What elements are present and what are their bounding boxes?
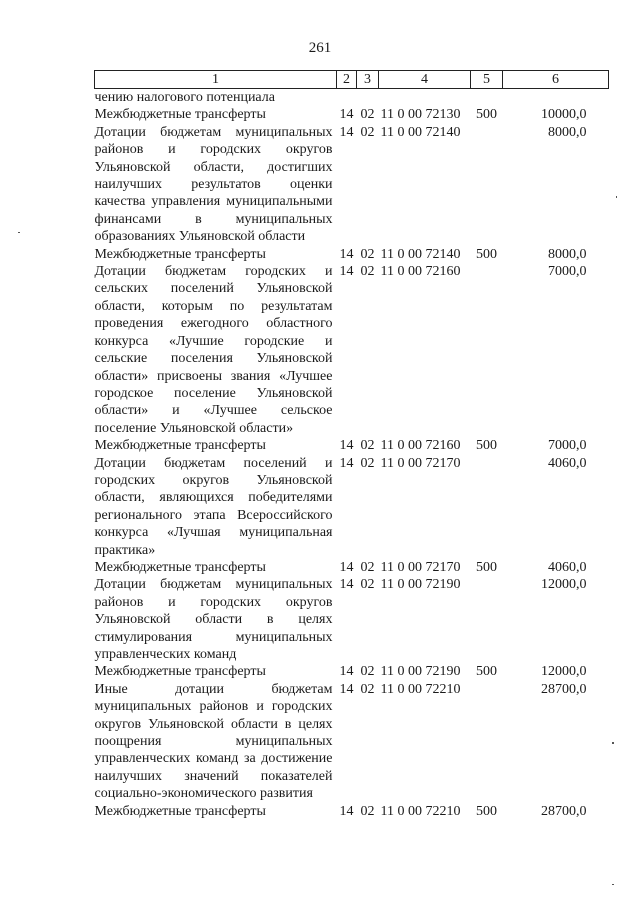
row-target-code [379,89,471,107]
row-expense-type: 500 [476,107,497,123]
row-subsection: 02 [360,438,375,454]
row-section: 14 [339,664,354,680]
row-amount: 8000,0 [548,124,587,140]
table-row [95,437,609,454]
page-number: 261 [308,40,332,56]
row-subsection: 02 [360,664,375,680]
row-subsection: 02 [360,803,375,819]
row-amount: 7000,0 [548,438,587,454]
row-amount [503,89,609,107]
table-row [95,455,609,559]
row-subsection: 02 [360,455,375,471]
row-section: 14 [339,559,354,575]
row-target-code: 11 0 00 72140 [380,124,461,140]
row-name: Дотации бюджетам городских и сельских поселений Ульяновской области, которым по результатам проведения ежегодного областного конкурса «Лучшие городские и сельские поселения Ульяновской области» присвоены звания «Лучшее городское поселение Ульяновской области» и «Лучшее сельское поселение Ульяновской области» [94,264,333,436]
row-subsection: 02 [360,246,375,262]
row-section: 14 [339,107,354,123]
table-row [95,559,609,576]
row-expense-type [471,576,503,663]
table-row [95,89,609,107]
row-section: 14 [339,681,354,697]
row-section: 14 [339,246,354,262]
header-col-5: 5 [471,71,503,89]
row-subsection: 02 [360,124,375,140]
budget-table [94,70,609,820]
row-subsection [357,89,379,107]
table-row [95,663,609,680]
table-row [95,124,609,246]
header-col-6: 6 [503,71,609,89]
row-subsection: 02 [360,264,375,280]
row-amount: 10000,0 [541,107,587,123]
row-section: 14 [339,264,354,280]
scan-speck [18,232,20,233]
row-name: чению налогового потенциала [94,90,275,105]
row-name: Дотации бюджетам муниципальных районов и городских округов Ульяновской области, достигших наилучших результатов оценки качества управления муниципальными финансами в муниципальных образованиях Ульяновской области [94,124,333,245]
scan-speck [612,884,614,885]
row-section [337,89,357,107]
row-target-code: 11 0 00 72130 [380,107,461,123]
row-subsection: 02 [360,577,375,593]
row-expense-type: 500 [476,803,497,819]
row-expense-type [471,681,503,803]
row-amount: 12000,0 [541,664,587,680]
header-col-2: 2 [337,71,357,89]
row-target-code: 11 0 00 72190 [380,577,461,593]
row-expense-type [471,124,503,246]
row-amount: 8000,0 [548,246,587,262]
row-expense-type [471,263,503,437]
row-amount: 12000,0 [541,577,587,593]
row-target-code: 11 0 00 72160 [380,438,461,454]
row-target-code: 11 0 00 72140 [380,246,461,262]
header-col-1: 1 [95,71,337,89]
row-name: Дотации бюджетам муниципальных районов и городских округов Ульяновской области в целях стимулирования муниципальных управленческих команд [94,577,333,662]
row-amount: 4060,0 [548,559,587,575]
row-target-code: 11 0 00 72210 [380,803,461,819]
row-expense-type [471,89,503,107]
table-row [95,106,609,123]
row-target-code: 11 0 00 72170 [380,455,461,471]
table-row [95,263,609,437]
scan-speck [612,742,614,744]
row-amount: 28700,0 [541,681,587,697]
row-subsection: 02 [360,107,375,123]
row-name: Межбюджетные трансферты [94,107,266,123]
row-amount: 7000,0 [548,264,587,280]
table-row [95,246,609,263]
row-target-code: 11 0 00 72210 [380,681,461,697]
row-expense-type: 500 [476,559,497,575]
row-section: 14 [339,455,354,471]
row-name: Межбюджетные трансферты [94,803,266,819]
row-expense-type: 500 [476,246,497,262]
row-target-code: 11 0 00 72190 [380,664,461,680]
row-section: 14 [339,577,354,593]
row-name: Дотации бюджетам поселений и городских округов Ульяновской области, являющихся победителями регионального этапа Всероссийского конкурса «Лучшая муниципальная практика» [94,455,333,558]
row-name: Межбюджетные трансферты [94,664,266,680]
row-expense-type [471,455,503,559]
scan-speck [616,196,617,198]
row-section: 14 [339,438,354,454]
row-amount: 28700,0 [541,803,587,819]
row-name: Межбюджетные трансферты [94,246,266,262]
row-name: Межбюджетные трансферты [94,438,266,454]
table-header-row [95,71,609,89]
row-name: Межбюджетные трансферты [94,559,266,575]
row-section: 14 [339,803,354,819]
row-subsection: 02 [360,559,375,575]
table-row [95,681,609,803]
row-expense-type: 500 [476,664,497,680]
row-subsection: 02 [360,681,375,697]
row-target-code: 11 0 00 72160 [380,264,461,280]
row-amount: 4060,0 [548,455,587,471]
header-col-3: 3 [357,71,379,89]
row-section: 14 [339,124,354,140]
row-name: Иные дотации бюджетам муниципальных районов и городских округов Ульяновской области в целях поощрения муниципальных управленческих команд за достижение наилучших значений показателей социально-экономического развития [94,681,333,802]
header-col-4: 4 [379,71,471,89]
row-expense-type: 500 [476,438,497,454]
table-row [95,576,609,663]
table-row [95,803,609,820]
row-target-code: 11 0 00 72170 [380,559,461,575]
